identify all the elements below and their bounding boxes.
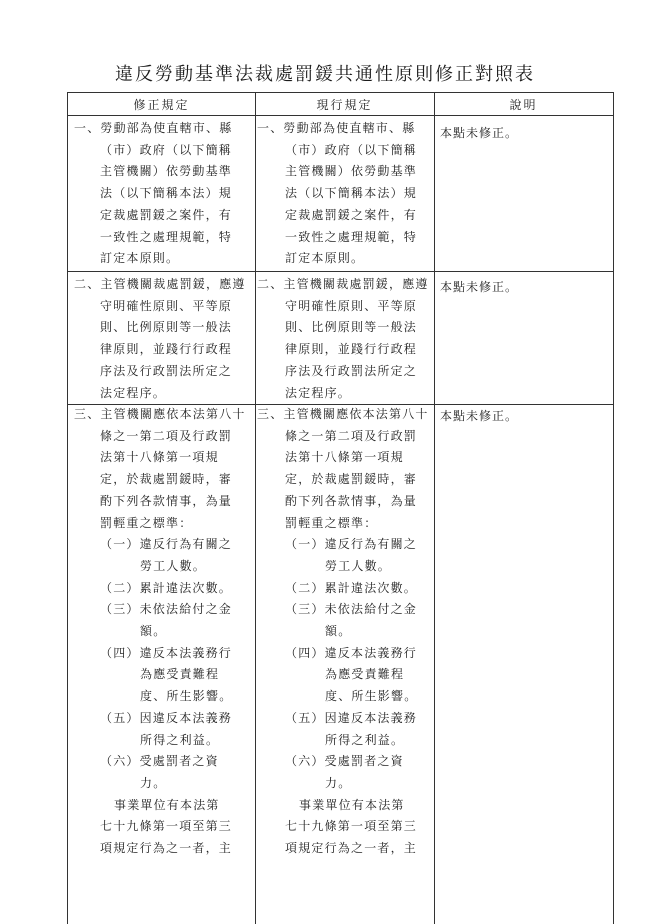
row-3-explain: 本點未修正。 — [440, 409, 519, 423]
header-current: 現行規定 — [316, 98, 373, 112]
column-divider — [434, 93, 435, 924]
column-divider — [255, 93, 256, 924]
header-explain: 說明 — [509, 98, 538, 112]
header-divider — [68, 115, 613, 116]
row-2-current: 二、主管機關裁處罰鍰，應遵 守明確性原則、平等原 則、比例原則等一般法 律原則，並踐行行政程 序法及行政罰法所定之 法定程序。 — [257, 277, 429, 400]
comparison-table — [67, 92, 614, 924]
header-revised: 修正規定 — [133, 98, 190, 112]
row-divider — [68, 271, 613, 272]
row-1-current: 一、勞動部為使直轄市、縣 （市）政府（以下簡稱 主管機關）依勞動基準 法（以下簡稱本法）規 定裁處罰鍰之案件，有 一致性之處理規範，特 訂定本原則。 — [257, 121, 418, 266]
document-title: 違反勞動基準法裁處罰鍰共通性原則修正對照表 — [115, 64, 535, 85]
row-1-revised: 一、勞動部為使直轄市、縣 （市）政府（以下簡稱 主管機關）依勞動基準 法（以下簡稱本法）規 定裁處罰鍰之案件，有 一致性之處理規範，特 訂定本原則。 — [74, 121, 233, 266]
row-2-revised: 二、主管機關裁處罰鍰，應遵 守明確性原則、平等原 則、比例原則等一般法 律原則，並踐行行政程 序法及行政罰法所定之 法定程序。 — [74, 277, 246, 400]
row-3-revised: 三、主管機關應依本法第八十 條之一第二項及行政罰 法第十八條第一項規 定，於裁處罰鍰時，審 酌下列各款情事，為量 罰輕重之標準： （一）違反行為有關之 勞工人數。 （二）累計違法次數。 （三）未依法給付之金 額。 （四）違反本法義務行 為應受責難程 度、所生影響。 （五）因違反本法義務 所得之利益。 （六）受處罰者之資 力。 事業單位有本法第 七十九條第一項至第三 項規定行為之一者，主 — [74, 407, 246, 856]
row-1-explain: 本點未修正。 — [440, 126, 519, 140]
row-2-explain: 本點未修正。 — [440, 280, 519, 294]
row-3-current: 三、主管機關應依本法第八十 條之一第二項及行政罰 法第十八條第一項規 定，於裁處罰鍰時，審 酌下列各款情事，為量 罰輕重之標準： （一）違反行為有關之 勞工人數。 （二）累計違法次數。 （三）未依法給付之金 額。 （四）違反本法義務行 為應受責難程 度、所生影響。 （五）因違反本法義務 所得之利益。 （六）受處罰者之資 力。 事業單位有本法第 七十九條第一項至第三 項規定行為之一者，主 — [257, 407, 429, 856]
